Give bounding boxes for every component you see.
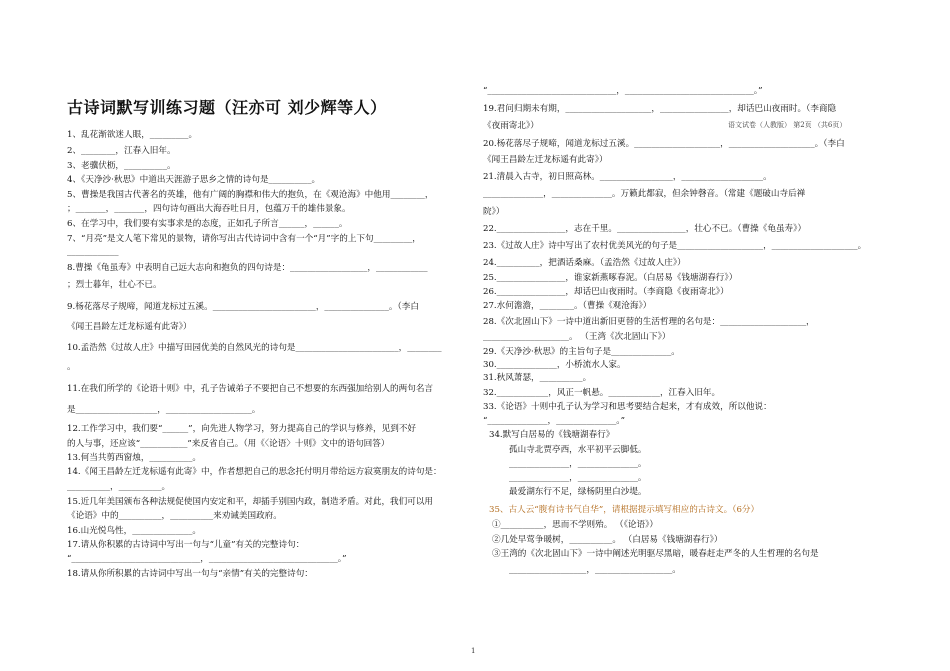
question-line: 14.《闻王昌龄左迁龙标遥有此寄》中，作者想把自己的思念托付明月带给远方寂寞朋友的诗句是： bbox=[67, 467, 442, 477]
question-line: “______________，______________。” bbox=[483, 416, 625, 426]
question-line: 6、在学习中，我们要有实事求是的态度，正如孔子所言______，______。 bbox=[67, 219, 348, 229]
question-line: 。 bbox=[67, 362, 76, 372]
question-line: 17.请从你积累的古诗词中写出一句与“儿童”有关的完整诗句： bbox=[67, 540, 305, 550]
question-line: 22.________________，志在千里。________________，壮心不已。（曹操《龟虽寿》） bbox=[483, 224, 807, 234]
question-line: 9.杨花落尽子规啼，闻道龙标过五溪。________________________，_______________。（李白 bbox=[67, 302, 419, 312]
question-line: ；_______，_______，四句诗句画出大海吞吐日月，包蕴万千的雄伟景象。 bbox=[67, 204, 351, 214]
question-line: 19.君问归期未有期，____________________，________________，却话巴山夜雨时。（李商隐 bbox=[483, 104, 837, 114]
question-line: 8.曹操《龟虽寿》中表明自己远大志向和抱负的四句诗是：__________________，____________ bbox=[67, 263, 428, 273]
question-line: 27.水何澹澹，________。（曹操《观沧海》） bbox=[483, 301, 652, 311]
question-line: 29.《天净沙·秋思》的主旨句子是______________。 bbox=[483, 347, 680, 357]
question-line: ③王湾的《次北固山下》一诗中阐述光明驱尽黑暗，暖春赶走严冬的人生哲理的名句是 bbox=[492, 549, 819, 559]
question-line: ____________ bbox=[67, 247, 119, 257]
question-line: 5、曹操是我国古代著名的英雄，他有广阔的胸襟和伟大的抱负，在《观沧海》中他用________， bbox=[67, 190, 434, 200]
question-line: 1、乱花渐欲迷人眼，_________。 bbox=[67, 130, 198, 140]
question-line: 10.孟浩然《过故人庄》中描写田园优美的自然风光的诗句是________________________，________ bbox=[67, 343, 442, 353]
question-line: 《夜雨寄北》） bbox=[483, 121, 539, 131]
question-line: 3、老骥伏枥，__________。 bbox=[67, 161, 176, 171]
question-line: 32.____________，风正一帆悬。____________，江春入旧年。 bbox=[483, 388, 721, 398]
question-line: 31.秋风萧瑟，__________。 bbox=[483, 373, 592, 383]
page-number: 1 bbox=[471, 647, 476, 655]
question-line: 25.________________，谁家新燕啄春泥。（白居易《钱塘湖春行》） bbox=[483, 273, 738, 283]
question-line: 26.________________，却话巴山夜雨时。（李商隐《夜雨寄北》） bbox=[483, 287, 729, 297]
question-line: 24.__________，把酒话桑麻。（孟浩然《过故人庄》） bbox=[483, 258, 686, 268]
question-line: 16.山光悦鸟性，______________。 bbox=[67, 526, 201, 536]
question-line: 11.在我们所学的《论语十则》中，孔子告诫弟子不要把自己不想要的东西强加给别人的两句名言 bbox=[67, 384, 434, 394]
question-line: “______________________________，______________________________。” bbox=[67, 554, 347, 564]
question-line: 7、“月亮”是文人笔下常见的景物，请你写出古代诗词中含有一个“月”字的上下句_________， bbox=[67, 234, 421, 244]
question-line: 15.近几年美国颁布各种法规促使国内安定和平，却插手别国内政，制造矛盾。对此，我们可以用 bbox=[67, 497, 434, 507]
question-line: 《闻王昌龄左迁龙标遥有此寄》） bbox=[483, 155, 608, 165]
question-line: 35、古人云“腹有诗书气自华”，请根据提示填写相应的古诗文。（6分） bbox=[489, 505, 760, 515]
question-line: 23.《过故人庄》诗中写出了农村优美风光的句子是____________________，____________________。 bbox=[483, 241, 867, 251]
poem-line: ______________，______________。 bbox=[509, 473, 647, 483]
question-line: 28.《次北固山下》一诗中道出新旧更替的生活哲理的名句是：____________________， bbox=[483, 317, 815, 327]
question-line: __________________，__________________。 bbox=[509, 565, 681, 575]
question-line: 是___________________，____________________。 bbox=[67, 405, 261, 415]
poem-line: 最爱湖东行不足，绿杨阴里白沙堤。 bbox=[509, 487, 647, 497]
question-line: ①__________，思而不学则殆。 （《论语》） bbox=[492, 520, 659, 530]
question-line: 《论语》中的__________，__________来劝诫美国政府。 bbox=[67, 511, 282, 521]
question-line: __________，__________。 bbox=[67, 482, 171, 492]
question-line: 的人与事，还应该“___________”来反省自己。（用《〈论语〉十则》文中的语句回答） bbox=[67, 439, 390, 449]
question-line: ______________，______________。万籁此都寂，但余钟磬音。（常建《题破山寺后禅 bbox=[483, 189, 806, 199]
question-line: “______________________________，______________________________。” bbox=[483, 86, 763, 96]
question-line: 21.清晨入古寺，初日照高林。_________________，___________________。 bbox=[483, 172, 772, 182]
question-line: 院》） bbox=[483, 207, 505, 217]
question-line: 34.默写白居易的《钱塘湖春行》 bbox=[489, 430, 615, 440]
page-title: 古诗词默写训练习题（汪亦可 刘少辉等人） bbox=[67, 98, 387, 117]
poem-line: 孤山寺北贾亭西，水平初平云脚低。 bbox=[509, 445, 647, 455]
question-line: 18.请从你所积累的古诗词中写出一句与“亲情”有关的完整诗句： bbox=[67, 569, 313, 579]
question-line: 2、________，江春入旧年。 bbox=[67, 146, 176, 156]
question-line: ；烈士暮年，壮心不已。 bbox=[67, 280, 162, 290]
question-line: 《闻王昌龄左迁龙标遥有此寄》） bbox=[67, 322, 192, 332]
question-line: 13.何当共剪西窗烛，__________。 bbox=[67, 453, 201, 463]
question-line: 20.杨花落尽子规啼，闻道龙标过五溪。____________________，____________________。（李白 bbox=[483, 139, 845, 149]
question-line: 30.______________，小桥流水人家。 bbox=[483, 360, 626, 370]
question-line: 33.《论语》十则中孔子认为学习和思考要结合起来，才有成效，所以他说： bbox=[483, 402, 772, 412]
question-line: 4、《天净沙·秋思》中道出天涯游子思乡之情的诗句是__________。 bbox=[67, 175, 321, 185]
poem-line: ______________，______________。 bbox=[509, 459, 647, 469]
question-line: ②几处早莺争暖树，__________。 （白居易《钱塘湖春行》） bbox=[492, 535, 723, 545]
question-line: 12.工作学习中，我们要“______”，向先进人物学习，努力提高自己的学识与修养，见到不好 bbox=[67, 424, 417, 434]
question-line: ____________________。 （王湾《次北固山下》） bbox=[483, 332, 671, 342]
header-note: 语文试卷（人教版） 第2页 （共6页） bbox=[728, 121, 847, 129]
